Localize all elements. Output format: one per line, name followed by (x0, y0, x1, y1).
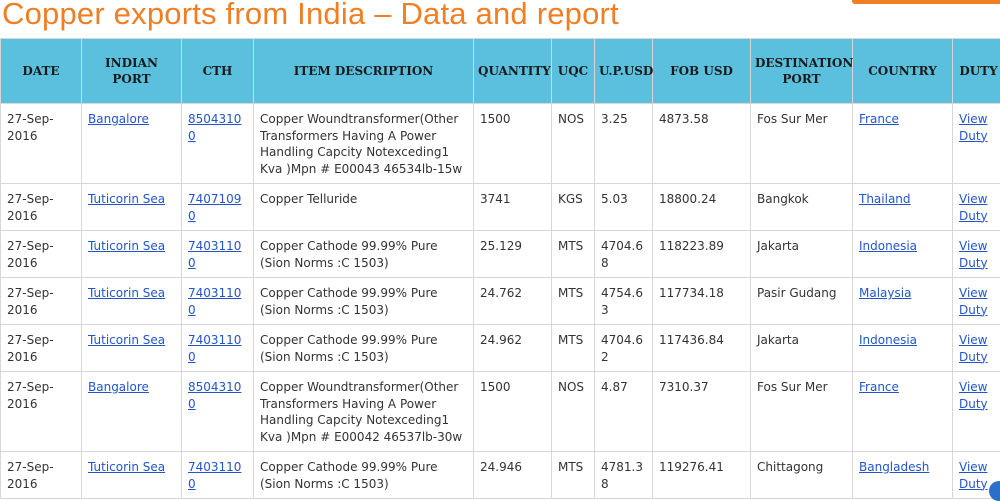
cell-fob: 118223.89 (653, 231, 751, 278)
cell-fob: 7310.37 (653, 372, 751, 452)
cth-link[interactable]: 74031100 (188, 239, 241, 270)
col-header-fob: FOB USD (653, 39, 751, 104)
cell-destination: Fos Sur Mer (751, 372, 853, 452)
cth-link[interactable]: 74031100 (188, 333, 241, 364)
cell-unit-price: 5.03 (595, 184, 653, 231)
cell-cth (182, 452, 254, 499)
table-row (1, 104, 1000, 184)
cell-unit-price: 3.25 (595, 104, 653, 184)
cell-uqc: MTS (552, 231, 595, 278)
cell-fob: 117436.84 (653, 325, 751, 372)
cell-date: 27-Sep-2016 (1, 325, 82, 372)
cell-unit-price: 4.87 (595, 372, 653, 452)
cell-destination: Pasir Gudang (751, 278, 853, 325)
country-link[interactable]: France (859, 112, 899, 126)
table-row (1, 278, 1000, 325)
cell-unit-price: 4781.38 (595, 452, 653, 499)
cell-quantity: 24.962 (474, 325, 552, 372)
cell-destination: Chittagong (751, 452, 853, 499)
cell-destination: Fos Sur Mer (751, 104, 853, 184)
port-link[interactable]: Tuticorin Sea (88, 333, 165, 347)
country-link[interactable]: France (859, 380, 899, 394)
cell-date: 27-Sep-2016 (1, 452, 82, 499)
cell-cth (182, 231, 254, 278)
cth-link[interactable]: 74071090 (188, 192, 241, 223)
country-link[interactable]: Bangladesh (859, 460, 929, 474)
cell-date: 27-Sep-2016 (1, 184, 82, 231)
cell-fob: 117734.18 (653, 278, 751, 325)
cell-fob: 119276.41 (653, 452, 751, 499)
view-duty-link[interactable]: View Duty (959, 333, 988, 364)
cell-quantity: 3741 (474, 184, 552, 231)
cth-link[interactable]: 74031100 (188, 460, 241, 491)
cell-date: 27-Sep-2016 (1, 278, 82, 325)
cell-date: 27-Sep-2016 (1, 104, 82, 184)
cell-quantity: 1500 (474, 104, 552, 184)
view-duty-link[interactable]: View Duty (959, 112, 988, 143)
col-header-item-description: ITEM DESCRIPTION (254, 39, 474, 104)
cell-date: 27-Sep-2016 (1, 372, 82, 452)
cell-uqc: KGS (552, 184, 595, 231)
col-header-country: COUNTRY (853, 39, 953, 104)
table-row (1, 372, 1000, 452)
cell-description: Copper Woundtransformer(Other Transformers Having A Power Handling Capcity Notexceding1 Kva )Mpn # E00042 46537lb-30w (254, 372, 474, 452)
col-header-quantity: QUANTITY (474, 39, 552, 104)
header-action-button[interactable] (852, 0, 1000, 4)
cell-cth (182, 104, 254, 184)
country-link[interactable]: Thailand (859, 192, 911, 206)
cell-description: Copper Cathode 99.99% Pure (Sion Norms :C 1503) (254, 325, 474, 372)
port-link[interactable]: Tuticorin Sea (88, 192, 165, 206)
port-link[interactable]: Bangalore (88, 380, 149, 394)
cell-description: Copper Cathode 99.99% Pure (Sion Norms :C 1503) (254, 278, 474, 325)
view-duty-link[interactable]: View Duty (959, 239, 988, 270)
country-link[interactable]: Indonesia (859, 239, 917, 253)
cell-uqc: MTS (552, 452, 595, 499)
cell-country (853, 278, 953, 325)
cell-country (853, 231, 953, 278)
view-duty-link[interactable]: View Duty (959, 460, 988, 491)
cell-unit-price: 4704.68 (595, 231, 653, 278)
cth-link[interactable]: 74031100 (188, 286, 241, 317)
cell-description: Copper Telluride (254, 184, 474, 231)
table-row (1, 184, 1000, 231)
cell-country (853, 452, 953, 499)
cell-country (853, 184, 953, 231)
view-duty-link[interactable]: View Duty (959, 286, 988, 317)
cell-duty (953, 278, 1000, 325)
col-header-indian-port: INDIAN PORT (82, 39, 182, 104)
cell-unit-price: 4704.62 (595, 325, 653, 372)
cell-port (82, 231, 182, 278)
port-link[interactable]: Tuticorin Sea (88, 239, 165, 253)
cell-duty (953, 325, 1000, 372)
cell-fob: 18800.24 (653, 184, 751, 231)
table-row (1, 231, 1000, 278)
page-title: Copper exports from India – Data and report (2, 0, 619, 40)
exports-table (0, 38, 1000, 499)
col-header-date: DATE (1, 39, 82, 104)
cell-cth (182, 184, 254, 231)
view-duty-link[interactable]: View Duty (959, 380, 988, 411)
cell-port (82, 372, 182, 452)
cell-destination: Bangkok (751, 184, 853, 231)
cell-port (82, 104, 182, 184)
cell-quantity: 1500 (474, 372, 552, 452)
col-header-duty: DUTY (953, 39, 1000, 104)
cell-port (82, 278, 182, 325)
cell-cth (182, 372, 254, 452)
country-link[interactable]: Indonesia (859, 333, 917, 347)
table-row (1, 325, 1000, 372)
cell-uqc: NOS (552, 104, 595, 184)
cell-date: 27-Sep-2016 (1, 231, 82, 278)
cell-duty (953, 231, 1000, 278)
table-row (1, 452, 1000, 499)
port-link[interactable]: Bangalore (88, 112, 149, 126)
col-header-unit-price: U.P.USD (595, 39, 653, 104)
port-link[interactable]: Tuticorin Sea (88, 286, 165, 300)
view-duty-link[interactable]: View Duty (959, 192, 988, 223)
cell-port (82, 325, 182, 372)
cell-cth (182, 278, 254, 325)
cell-quantity: 24.946 (474, 452, 552, 499)
cell-quantity: 24.762 (474, 278, 552, 325)
cell-description: Copper Cathode 99.99% Pure (Sion Norms :C 1503) (254, 452, 474, 499)
cell-fob: 4873.58 (653, 104, 751, 184)
cell-unit-price: 4754.63 (595, 278, 653, 325)
port-link[interactable]: Tuticorin Sea (88, 460, 165, 474)
cth-link[interactable]: 85043100 (188, 380, 241, 411)
cth-link[interactable]: 85043100 (188, 112, 241, 143)
cell-quantity: 25.129 (474, 231, 552, 278)
cell-port (82, 184, 182, 231)
cell-port (82, 452, 182, 499)
cell-destination: Jakarta (751, 325, 853, 372)
col-header-cth: CTH (182, 39, 254, 104)
country-link[interactable]: Malaysia (859, 286, 911, 300)
cell-uqc: MTS (552, 278, 595, 325)
cell-uqc: NOS (552, 372, 595, 452)
cell-duty (953, 104, 1000, 184)
cell-uqc: MTS (552, 325, 595, 372)
table-header-row (1, 39, 1000, 104)
cell-description: Copper Woundtransformer(Other Transformers Having A Power Handling Capcity Notexceding1 Kva )Mpn # E00043 46534lb-15w (254, 104, 474, 184)
cell-duty (953, 184, 1000, 231)
col-header-destination-port: DESTINATION PORT (751, 39, 853, 104)
cell-country (853, 325, 953, 372)
cell-description: Copper Cathode 99.99% Pure (Sion Norms :C 1503) (254, 231, 474, 278)
cell-destination: Jakarta (751, 231, 853, 278)
cell-country (853, 104, 953, 184)
col-header-uqc: UQC (552, 39, 595, 104)
cell-duty (953, 372, 1000, 452)
cell-cth (182, 325, 254, 372)
cell-country (853, 372, 953, 452)
